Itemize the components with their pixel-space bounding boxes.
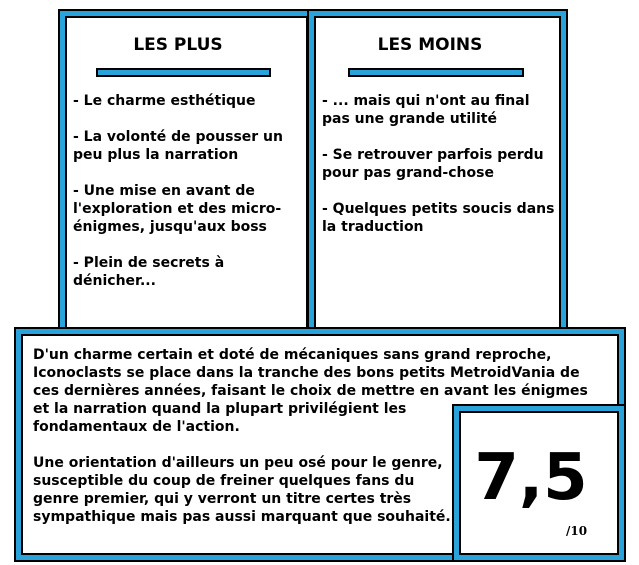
plus-item: - Le charme esthétique [73, 93, 256, 109]
score-max: /10 [566, 524, 588, 538]
plus-item: - Une mise en avant de l'exploration et des micro-énigmes, jusqu'aux boss [73, 183, 282, 235]
moins-title-underline [348, 68, 524, 77]
plus-title: LES PLUS [133, 35, 223, 55]
moins-item: - ... mais qui n'ont au final pas une grande utilité [322, 93, 530, 127]
summary-paragraph-2: Une orientation d'ailleurs un peu osé pour le genre, susceptible du coup de freiner quelques fans du genre premier, qui y verront un titre certes très sympathique mais pas aussi marquant que souhaité. [33, 455, 451, 525]
plus-item: - La volonté de pousser un peu plus la narration [73, 129, 283, 163]
moins-item: - Quelques petits soucis dans la traduction [322, 201, 555, 235]
summary-line: Iconoclasts se place dans la tranche des bons petits MetroidVania de [33, 365, 580, 381]
summary-line: et la narration quand la plupart privilégient les [33, 401, 407, 417]
score-value: 7,5 [474, 441, 588, 515]
summary-line: fondamentaux de l'action. [33, 419, 240, 435]
summary-line: ces dernières années, faisant le choix de mettre en avant les énigmes [33, 383, 588, 399]
moins-list [322, 92, 556, 254]
plus-title-underline [96, 68, 271, 77]
plus-item: - Plein de secrets à dénicher... [73, 255, 225, 289]
moins-item: - Se retrouver parfois perdu pour pas grand-chose [322, 147, 544, 181]
summary-paragraph-1 [33, 346, 613, 436]
plus-list [73, 92, 301, 308]
moins-title: LES MOINS [377, 35, 483, 55]
summary-line: D'un charme certain et doté de mécaniques sans grand reproche, [33, 347, 552, 363]
